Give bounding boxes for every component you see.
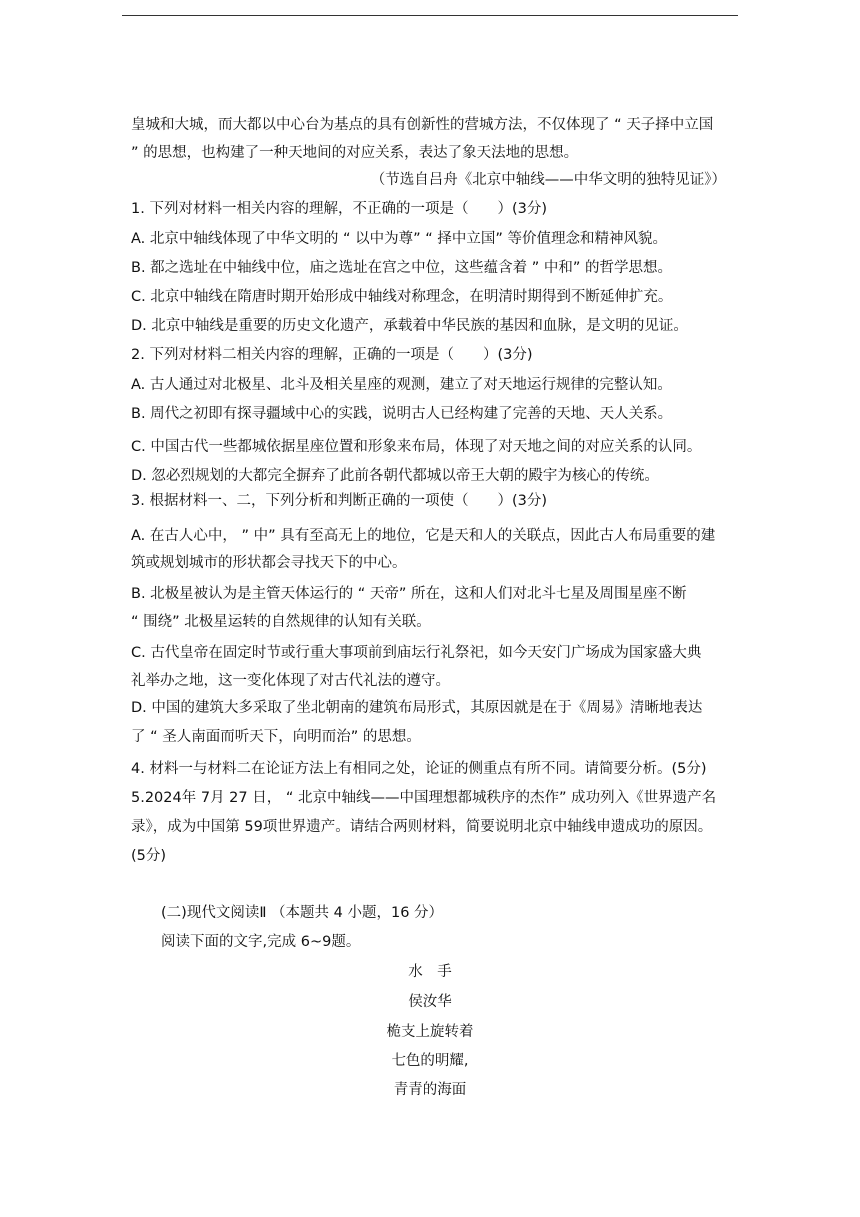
passage-line: 皇城和大城，而大都以中心台为基点的具有创新性的营城方法，不仅体现了 “ 天子择中立国 [131,117,714,133]
question-2-option-b: B. 周代之初即有探寻疆域中心的实践，说明古人已经构建了完善的天地、天人关系。 [131,406,673,422]
question-2-option-c: C. 中国古代一些都城依据星座位置和形象来布局，体现了对天地之间的对应关系的认同。 [131,439,702,455]
question-1-option-d: D. 北京中轴线是重要的历史文化遗产，承载着中华民族的基因和血脉，是文明的见证。 [131,318,688,334]
question-2-option-a: A. 古人通过对北极星、北斗及相关星座的观测，建立了对天地运行规律的完整认知。 [131,377,672,393]
question-3-option-d-cont: 了 “ 圣人南面而听天下，向明而治” 的思想。 [131,729,421,745]
question-1-stem: 1. 下列对材料一相关内容的理解，不正确的一项是（ ）(3分) [131,201,547,217]
poem-author: 侯汝华 [408,994,452,1010]
question-3-option-b: B. 北极星被认为是主管天体运行的 “ 天帝” 所在，这和人们对北斗七星及周围星座不断 [131,586,687,602]
question-5: 5.2024年 7月 27 日， “ 北京中轴线——中国理想都城秩序的杰作” 成功列入《世界遗产名 [131,790,717,806]
passage-source: （节选自吕舟《北京中轴线——中华文明的独特见证》） [370,172,726,188]
question-1-option-c: C. 北京中轴线在隋唐时期开始形成中轴线对称理念，在明清时期得到不断延伸扩充。 [131,289,673,305]
question-1-option-b: B. 都之选址在中轴线中位，庙之选址在宫之中位，这些蕴含着 ” 中和” 的哲学思想。 [131,260,673,276]
question-1-option-a: A. 北京中轴线体现了中华文明的 “ 以中为尊” “ 择中立国” 等价值理念和精神风貌。 [131,231,667,247]
poem-title: 水 手 [408,964,452,980]
question-5-points: (5分) [131,848,167,864]
header-rule [122,15,738,16]
question-3-stem: 3. 根据材料一、二，下列分析和判断正确的一项使（ ）(3分) [131,493,547,509]
question-5-cont: 录》，成为中国第 59项世界遗产。请结合两则材料，简要说明北京中轴线申遗成功的原因。 [131,819,713,835]
question-4: 4. 材料一与材料二在论证方法上有相同之处，论证的侧重点有所不同。请简要分析。(5分) [131,761,707,777]
question-3-option-a: A. 在古人心中， ” 中” 具有至高无上的地位，它是天和人的关联点，因此古人布局重要的建 [131,528,716,544]
question-3-option-d: D. 中国的建筑大多采取了坐北朝南的建筑布局形式，其原因就是在于《周易》清晰地表达 [131,700,703,716]
passage-line: ” 的思想，也构建了一种天地间的对应关系，表达了象天法地的思想。 [131,145,579,161]
question-2-option-d: D. 忽必烈规划的大都完全摒弃了此前各朝代都城以帝王大朝的殿宇为核心的传统。 [131,468,659,484]
question-3-option-c: C. 古代皇帝在固定时节或行重大事项前到庙坛行礼祭祀，如今天安门广场成为国家盛大典 [131,645,702,661]
question-3-option-a-cont: 筑或规划城市的形状都会寻找天下的中心。 [131,555,407,571]
question-3-option-c-cont: 礼举办之地，这一变化体现了对古代礼法的遵守。 [131,673,450,689]
question-2-stem: 2. 下列对材料二相关内容的理解，正确的一项是（ ）(3分) [131,347,533,363]
question-3-option-b-cont: “ 围绕” 北极星运转的自然规律的认知有关联。 [131,614,431,630]
poem-line: 桅支上旋转着 [386,1024,474,1040]
section-heading: (二)现代文阅读Ⅱ （本题共 4 小题，16 分） [161,905,444,921]
section-instruction: 阅读下面的文字,完成 6~9题。 [161,934,361,950]
poem-line: 青青的海面 [393,1082,467,1098]
poem-line: 七色的明耀, [391,1053,469,1069]
